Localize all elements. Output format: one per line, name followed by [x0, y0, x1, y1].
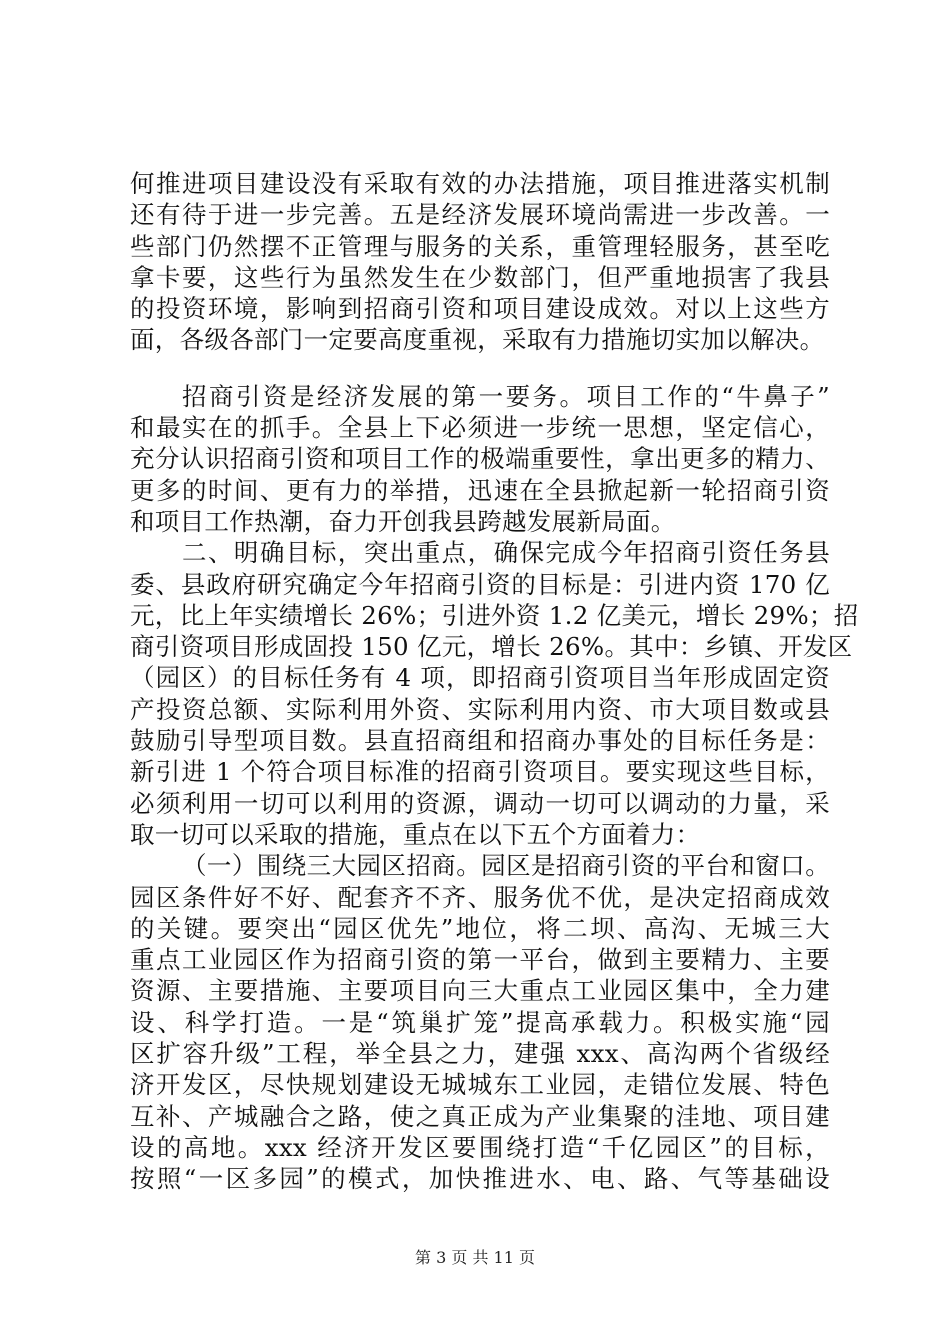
text-line: 互补、产城融合之路，使之真正成为产业集聚的洼地、项目建 [130, 1101, 830, 1131]
paragraph-gap [130, 356, 830, 381]
text-line: 何推进项目建设没有采取有效的办法措施，项目推进落实机制 [130, 169, 830, 198]
text-line: 按照“一区多园”的模式，加快推进水、电、路、气等基础设 [130, 1164, 830, 1194]
text-line: 区扩容升级”工程，举全县之力，建强 xxx、高沟两个省级经 [130, 1039, 830, 1069]
text-line: 的投资环境，影响到招商引资和项目建设成效。对以上这些方 [130, 294, 830, 324]
text-line: 些部门仍然摆不正管理与服务的关系，重管理轻服务，甚至吃 [130, 231, 830, 261]
paragraph [130, 850, 830, 1194]
text-line: 设、科学打造。一是“筑巢扩笼”提高承载力。积极实施“园 [130, 1007, 830, 1037]
text-line: 取一切可以采取的措施，重点在以下五个方面着力： [130, 819, 701, 849]
text-line: 面，各级各部门一定要高度重视，采取有力措施切实加以解决。 [130, 325, 825, 355]
text-line: 和项目工作热潮，奋力开创我县跨越发展新局面。 [130, 506, 676, 536]
text-line: 还有待于进一步完善。五是经济发展环境尚需进一步改善。一 [130, 200, 830, 230]
document-body [130, 168, 859, 1195]
text-line: 商引资项目形成固投 150 亿元，增长 26%。其中：乡镇、开发区 [130, 632, 853, 662]
text-line: 的关键。要突出“园区优先”地位，将二坝、高沟、无城三大 [130, 913, 830, 943]
text-line: 鼓励引导型项目数。县直招商组和招商办事处的目标任务是： [130, 726, 830, 756]
text-line: 济开发区，尽快规划建设无城城东工业园，走错位发展、特色 [130, 1070, 830, 1100]
text-line: 设的高地。xxx 经济开发区要围绕打造“千亿园区”的目标， [130, 1132, 830, 1162]
text-line: 元，比上年实绩增长 26%；引进外资 1.2 亿美元，增长 29%；招 [130, 600, 859, 630]
text-line: 招商引资是经济发展的第一要务。项目工作的“牛鼻子” [182, 381, 830, 411]
text-line: 新引进 1 个符合项目标准的招商引资项目。要实现这些目标， [130, 757, 830, 787]
text-line: 拿卡要，这些行为虽然发生在少数部门，但严重地损害了我县 [130, 262, 830, 292]
paragraph [130, 381, 830, 537]
text-line: 必须利用一切可以利用的资源，调动一切可以调动的力量，采 [130, 788, 830, 818]
paragraph [130, 168, 830, 356]
text-line: 更多的时间、更有力的举措，迅速在全县掀起新一轮招商引资 [130, 475, 830, 505]
text-line: （一）围绕三大园区招商。园区是招商引资的平台和窗口。 [182, 851, 830, 881]
text-line: 委、县政府研究确定今年招商引资的目标是：引进内资 170 亿 [130, 569, 830, 599]
text-line: 二、明确目标，突出重点，确保完成今年招商引资任务县 [182, 538, 830, 568]
text-line: 产投资总额、实际利用外资、实际利用内资、市大项目数或县 [130, 694, 830, 724]
text-line: 充分认识招商引资和项目工作的极端重要性，拿出更多的精力、 [130, 444, 830, 474]
page-number-footer: 第 3 页 共 11 页 [415, 1248, 535, 1267]
text-line: （园区）的目标任务有 4 项，即招商引资项目当年形成固定资 [130, 663, 830, 693]
text-line: 园区条件好不好、配套齐不齐、服务优不优，是决定招商成效 [130, 882, 830, 912]
text-line: 重点工业园区作为招商引资的第一平台，做到主要精力、主要 [130, 945, 830, 975]
text-line: 资源、主要措施、主要项目向三大重点工业园区集中，全力建 [130, 976, 830, 1006]
paragraph [130, 537, 859, 850]
text-line: 和最实在的抓手。全县上下必须进一步统一思想，坚定信心， [130, 413, 830, 443]
